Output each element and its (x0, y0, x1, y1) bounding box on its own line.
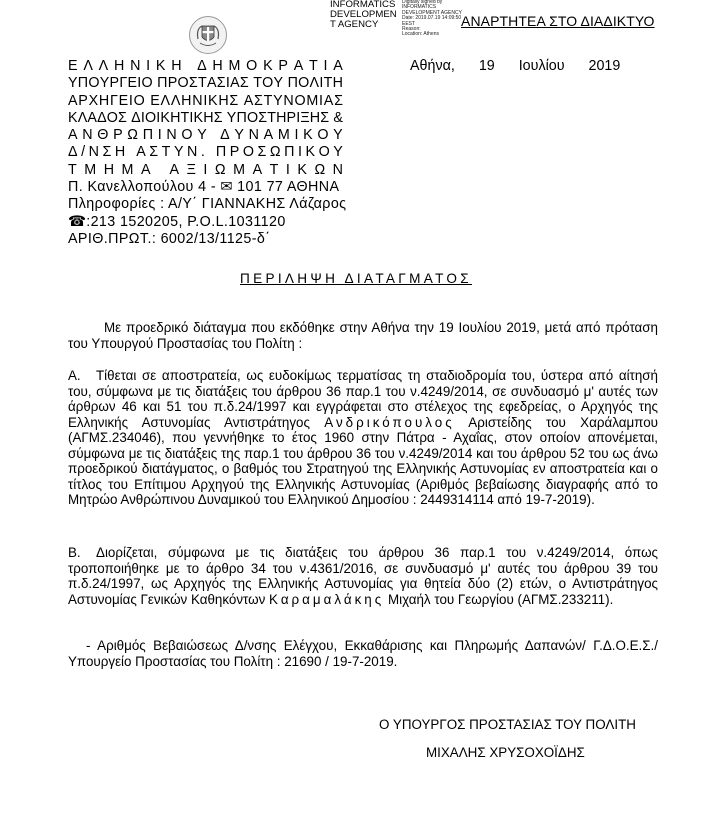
signatory-title: Ο ΥΠΟΥΡΓΟΣ ΠΡΟΣΤΑΣΙΑΣ ΤΟΥ ΠΟΛΙΤΗ (379, 717, 636, 732)
section-b-text: Διορίζεται, σύμφωνα με τις διατάξεις του άρθρου 36 παρ.1 του ν.4249/2014, όπως τροποποιήθηκε με το άρθρο 34 του ν.4361/2016, σε συνδυασμό μ' αυτές του άρθρου 39 του π.δ.24/1997, ως Αρχηγός της Ελληνικής Αστυνομίας για θητεία δύο (2) ετών, ο Αντιστράτηγος Αστυνομίας Γενικών Καθηκόντων (68, 545, 658, 607)
publish-online-label: ΑΝΑΡΤΗΤΕΑ ΣΤΟ ΔΙΑΔΙΚΤΥΟ (461, 13, 655, 29)
intro-text: Με προεδρικό διάταγμα που εκδόθηκε στην Αθήνα την 19 Ιουλίου 2019, μετά από πρόταση του Υπουργού Προστασίας του Πολίτη : (68, 320, 658, 351)
section-a-surname: Ανδρικόπουλος (324, 414, 455, 430)
date-year: 2019 (588, 58, 621, 74)
letterhead (68, 58, 347, 248)
document-title: ΠΕΡΙΛΗΨΗ ΔΙΑΤΑΓΜΑΤΟΣ (240, 271, 473, 286)
header-protocol: ΑΡΙΘ.ΠΡΩΤ.: 6002/13/1125-δ΄ (68, 230, 271, 247)
signatory-name: ΜΙΧΑΛΗΣ ΧΡΥΣΟΧΟΪΔΗΣ (426, 745, 585, 760)
date-day: 19 (478, 58, 495, 74)
section-b-label: Β. (68, 545, 81, 560)
header-ministry: Υ Π Ο Υ Ρ Γ Ε Ι Ο Π Ρ Ο Σ Τ Α Σ Ι Α Σ Τ Ο Υ Π Ο Λ Ι Τ Η (68, 75, 343, 92)
header-branch: Κ Λ Α Δ Ο Σ Δ Ι Ο Ι Κ Η Τ Ι Κ Η Σ Υ Π Ο Σ Τ Η Ρ Ι Ξ Η Σ & (68, 109, 343, 126)
header-hq: Α Ρ Χ Η Γ Ε Ι Ο Ε Λ Λ Η Ν Ι Κ Η Σ Α Σ Τ Υ Ν Ο Μ Ι Α Σ (68, 92, 343, 109)
header-republic: Ε Λ Λ Η Ν Ι Κ Η Δ Η Μ Ο Κ Ρ Α Τ Ι Α (68, 58, 343, 74)
header-department: Τ Μ Η Μ Α Α Ξ Ι Ω Μ Α Τ Ι Κ Ω Ν (68, 161, 343, 178)
coat-of-arms-icon (189, 16, 227, 54)
section-a-text-after: Αριστείδης του Χαράλαμπου (ΑΓΜΣ.234046), που γεννήθηκε το έτος 1960 στην Πάτρα - Αχαΐας, στον οποίον απονέμεται, σύμφωνα με τις διατάξεις της παρ.1 του άρθρου 36 του ν.4249/2014 και του άρθρου 52 του ως άνω προεδρικού διατάγματος, ο βαθμός του Στρατηγού της Ελληνικής Αστυνομίας εν αποστρατεία και ο τίτλος του Επίτιμου Αρχηγού της Ελληνικής Αστυνομίας (Αριθμός βεβαίωσης διαγραφής από το Μητρώο Ανθρώπινου Δυναμικού του Ελληνικού Δημοσίου : 2449314114 από 19-7-2019). (68, 414, 658, 507)
date-month: Ιουλίου (518, 58, 565, 74)
date-city: Αθήνα, (410, 58, 455, 74)
section-b-text-after: Μιχαήλ του Γεωργίου (ΑΓΜΣ.233211). (387, 591, 614, 607)
signature-detail-line: Digitally signed by (402, 0, 443, 5)
section-a-text: Τίθεται σε αποστρατεία, ως ευδοκίμως τερματίσας τη σταδιοδρομία του, ύστερα από αίτησή του, σύμφωνα με τις διατάξεις του άρθρου 36 παρ.1 του ν.4249/2014, σε συνδυασμό μ' αυτές των άρθρων 46 και 51 του π.δ.24/1997 και εγγράφεται στο στέλεχος της εφεδρείας, ο Αρχηγός της Ελληνικής Αστυνομίας Αντιστράτηγος (68, 368, 658, 430)
signature-detail-line: EEST (402, 20, 416, 27)
intro-paragraph (68, 320, 658, 351)
signature-detail-line: DEVELOPMENT AGENCY (402, 9, 462, 16)
header-directorate: Δ / Ν Σ Η Α Σ Τ Υ Ν . Π Ρ Ο Σ Ω Π Ι Κ Ο Υ (68, 144, 343, 161)
digital-signature-name: INFORMATICS DEVELOPMEN T AGENCY (330, 0, 397, 30)
signature-detail-line: Reason: (402, 26, 421, 33)
header-phone: ☎:213 1520205, P.O.L.1031120 (68, 213, 286, 230)
payment-note-text: - Αριθμός Βεβαιώσεως Δ/νσης Ελέγχου, Εκκαθάρισης και Πληρωμής Δαπανών/ Γ.Δ.Ο.Ε.Σ./ Υπουργείο Προστασίας του Πολίτη : 21690 / 19-7-2019. (68, 638, 658, 669)
payment-note (68, 638, 658, 669)
section-b-surname: Καραμαλάκης (269, 591, 385, 607)
document-date (410, 58, 620, 75)
signature-detail-line: Location: Athens (402, 31, 439, 38)
section-a-label: Α. (68, 368, 81, 383)
header-info: Πληροφορίες : Α/Υ΄ ΓΙΑΝΝΑΚΗΣ Λάζαρος (68, 196, 347, 213)
header-address: Π. Κανελλοπούλου 4 - ✉ 101 77 ΑΘΗΝΑ (68, 179, 340, 196)
digital-signature-details (402, 0, 462, 38)
header-hr: Α Ν Θ Ρ Ω Π Ι Ν Ο Υ Δ Υ Ν Α Μ Ι Κ Ο Υ (68, 127, 343, 144)
section-b (68, 545, 658, 607)
section-a (68, 368, 658, 508)
signature-detail-line: Date: 2019.07.19 14:09:50 (402, 15, 462, 22)
signature-detail-line: INFORMATICS (402, 4, 437, 11)
